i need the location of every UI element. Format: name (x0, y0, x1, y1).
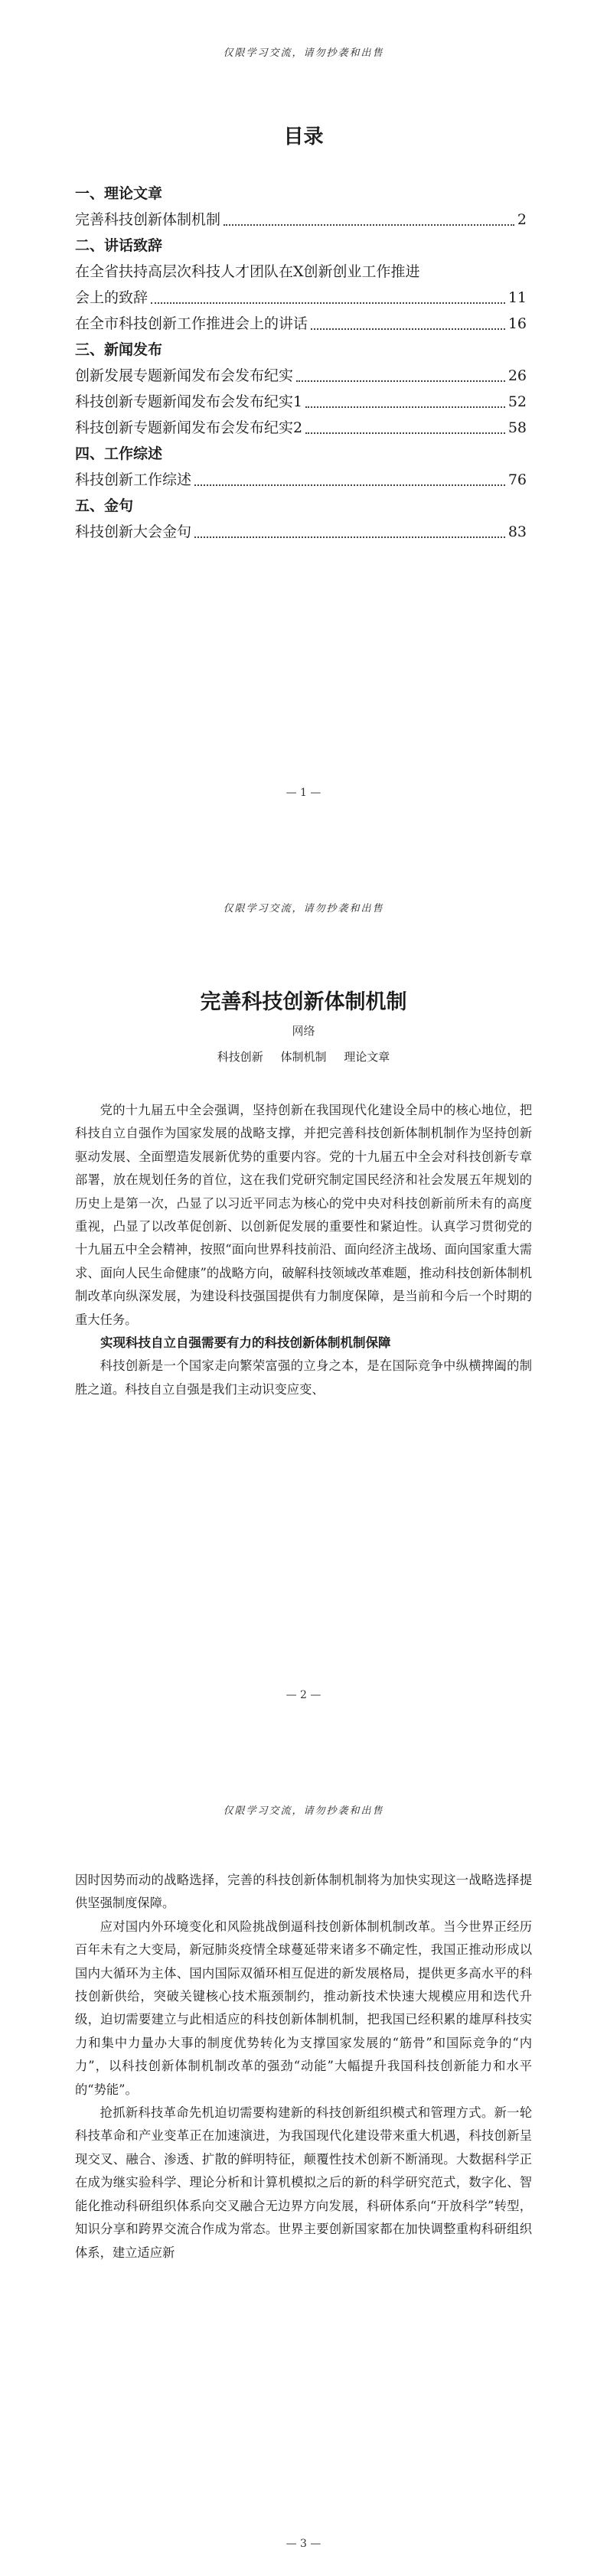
toc-entry-page: 11 (507, 289, 527, 306)
toc-title: 目录 (283, 126, 324, 148)
page-number: — 3 — (286, 2538, 321, 2550)
toc-leader-dots (311, 328, 505, 330)
toc-entry-page: 2 (517, 211, 527, 228)
watermark-header: 仅限学习交流，请勿抄袭和出售 (223, 903, 384, 915)
paragraph: 应对国内外环境变化和风险挑战倒逼科技创新体制机制改革。当今世界正经历百年未有之大变局，新冠肺炎疫情全球蔓延带来诸多不确定性，我国正推动形成以国内大循环为主体、国内国际双循环相互促进的新发展格局，提供更多高水平的科技创新供给，突破关键核心技术瓶颈制约，推动新技术快速大规模应用和迭代升级，迫切需要建立与此相适应的科技创新体制机制，把我国已经积累的雄厚科技实力和集中力量办大事的制度优势转化为支撑国家发展的“筋骨”和国际竞争的“内力”，以科技创新体制机制改革的强劲“动能”大幅提升我国科技创新能力和水平的“势能”。 (75, 1919, 532, 2097)
toc-entry-title: 科技创新大会金句 (75, 523, 192, 540)
toc-entry[interactable] (75, 311, 527, 337)
toc-entry-page: 52 (507, 393, 527, 410)
toc-leader-dots (194, 536, 505, 538)
toc-entry-page: 58 (507, 419, 527, 436)
article-keywords: 科技创新 体制机制 理论文章 (217, 1050, 390, 1064)
page-number: — 2 — (286, 1689, 321, 1701)
toc-entry[interactable] (75, 363, 527, 389)
paragraph: 抢抓新科技革命先机迫切需要构建新的科技创新组织模式和管理方式。新一轮科技革命和产业变革正在加速演进，为我国现代化建设带来重大机遇，科技创新呈现交叉、融合、渗透、扩散的鲜明特征，颠覆性技术创新不断涌现。大数据科学正在成为继实验科学、理论分析和计算机模拟之后的新的科学研究范式，数字化、智能化推动科研组织体系向交叉融合无边界方向发展，科研体系向“开放科学”转型，知识分享和跨界交流合作成为常态。世界主要创新国家都在加快调整重构科研组织体系，建立适应新 (75, 2105, 532, 2260)
toc-entry[interactable] (75, 467, 527, 493)
toc-entry-title: 完善科技创新体制机制 (75, 211, 221, 228)
toc-entry-page: 83 (507, 523, 527, 540)
toc-entry-title: 创新发展专题新闻发布会发布纪实 (75, 367, 294, 384)
toc-entry-page: 76 (507, 471, 527, 488)
toc-entry[interactable] (75, 519, 527, 545)
toc-entry[interactable] (75, 207, 527, 233)
toc-entry-title: 科技创新专题新闻发布会发布纪实2 (75, 419, 303, 436)
toc-section-heading: 一、理论文章 (75, 185, 163, 202)
toc-entry-title-cont: 会上的致辞 (75, 289, 148, 306)
toc-entry-title: 在全市科技创新工作推进会上的讲话 (75, 315, 308, 332)
toc-entry-title: 在全省扶持高层次科技人才团队在X创新创业工作推进 (75, 263, 420, 280)
article-body-page3 (75, 1869, 532, 2265)
toc-entry-title: 科技创新工作综述 (75, 471, 192, 488)
toc-leader-dots (305, 432, 505, 434)
paragraph: 科技创新是一个国家走向繁荣富强的立身之本，是在国际竞争中纵横捭阖的制胜之道。科技自立自强是我们主动识变应变、 (75, 1358, 532, 1397)
paragraph-continued: 因时因势而动的战略选择，完善的科技创新体制机制将为加快实现这一战略选择提供坚强制度保障。 (75, 1873, 532, 1911)
article-title: 完善科技创新体制机制 (200, 990, 407, 1014)
toc-leader-dots (296, 380, 505, 382)
toc-section-heading: 三、新闻发布 (75, 341, 163, 358)
toc-leader-dots (151, 302, 505, 304)
page-number: — 1 — (286, 787, 321, 799)
table-of-contents (75, 181, 527, 545)
toc-section-heading: 五、金句 (75, 497, 134, 514)
toc-leader-dots (194, 484, 505, 486)
article-author: 网络 (292, 1024, 315, 1038)
toc-entry[interactable] (75, 259, 527, 311)
toc-leader-dots (224, 224, 514, 226)
watermark-header: 仅限学习交流，请勿抄袭和出售 (223, 47, 384, 59)
paragraph: 党的十九届五中全会强调，坚持创新在我国现代化建设全局中的核心地位，把科技自立自强作为国家发展的战略支撑，并把完善科技创新体制机制作为坚持创新驱动发展、全面塑造发展新优势的重要内容。党的十九届五中全会对科技创新专章部署，放在规划任务的首位，这在我们党研究制定国民经济和社会发展五年规划的历史上是第一次，凸显了以习近平同志为核心的党中央对科技创新前所未有的高度重视，凸显了以改革促创新、以创新促发展的重要性和紧迫性。认真学习贯彻党的十九届五中全会精神，按照“面向世界科技前沿、面向经济主战场、面向国家重大需求、面向人民生命健康”的战略方向，破解科技领域改革难题，推动科技创新体制机制改革向纵深发展，为建设科技强国提供有力制度保障，是当前和今后一个时期的重大任务。 (75, 1103, 532, 1327)
watermark-header: 仅限学习交流，请勿抄袭和出售 (223, 1805, 384, 1817)
toc-entry[interactable] (75, 389, 527, 415)
section-heading: 实现科技自立自强需要有力的科技创新体制机制保障 (100, 1335, 391, 1351)
toc-section-heading: 四、工作综述 (75, 445, 163, 462)
toc-section-heading: 二、讲话致辞 (75, 237, 163, 254)
toc-entry-title: 科技创新专题新闻发布会发布纪实1 (75, 393, 303, 410)
toc-entry-page: 16 (507, 315, 527, 332)
toc-entry-page: 26 (507, 367, 527, 384)
toc-entry[interactable] (75, 415, 527, 441)
article-body-page2 (75, 1099, 532, 1401)
toc-leader-dots (305, 406, 505, 408)
